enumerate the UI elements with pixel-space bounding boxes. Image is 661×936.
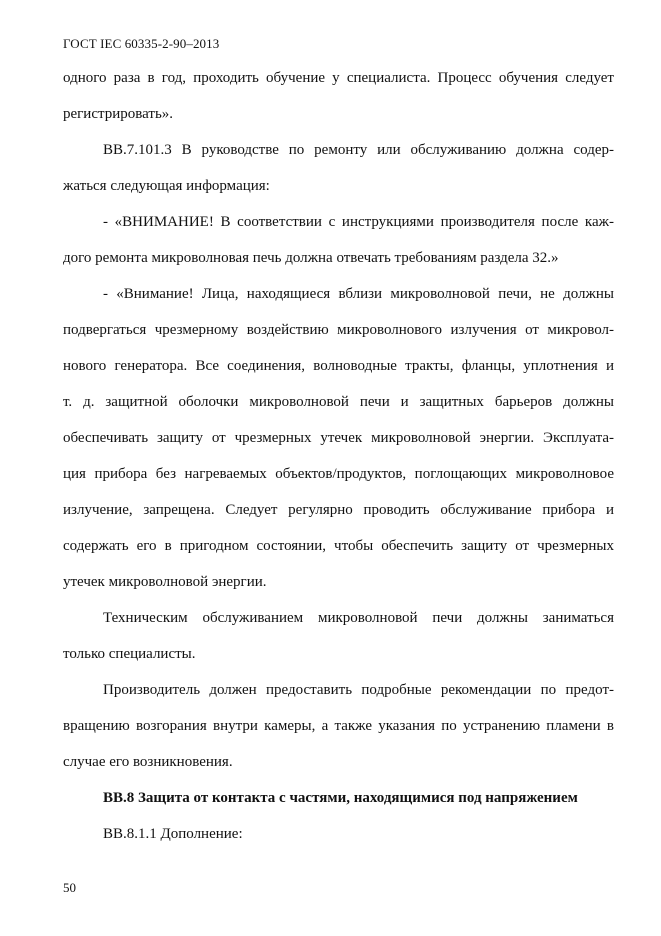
text-line: обеспечивать защиту от чрезмерных утечек микроволновой энергии. Эксплуата- — [63, 430, 614, 446]
text-line: содержать его в пригодном состоянии, чтобы обеспечить защиту от чрезмерных — [63, 538, 614, 554]
text-line: одного раза в год, проходить обучение у специалиста. Процесс обучения следует — [63, 70, 614, 86]
text-line: подвергаться чрезмерному воздействию микроволнового излучения от микровол- — [63, 322, 614, 338]
text-line: утечек микроволновой энергии. — [63, 574, 267, 590]
text-line: вращению возгорания внутри камеры, а также указания по устранению пламени в — [63, 718, 614, 734]
text-line: случае его возникновения. — [63, 754, 233, 770]
text-line: регистрировать». — [63, 106, 174, 122]
section-heading: ВВ.8 Защита от контакта с частями, находящимися под напряжением — [103, 790, 578, 806]
text-line: нового генератора. Все соединения, волноводные тракты, фланцы, уплотнения и — [63, 358, 614, 374]
text-line: - «ВНИМАНИЕ! В соответствии с инструкциями производителя после каж- — [103, 214, 614, 230]
text-line: дого ремонта микроволновая печь должна отвечать требованиям раздела 32.» — [63, 250, 559, 266]
text-line: только специалисты. — [63, 646, 196, 662]
text-line: ВВ.8.1.1 Дополнение: — [103, 826, 243, 842]
text-line: ция прибора без нагреваемых объектов/продуктов, поглощающих микроволновое — [63, 466, 614, 482]
text-line: жаться следующая информация: — [63, 178, 270, 194]
document-body — [63, 60, 614, 852]
text-line: - «Внимание! Лица, находящиеся вблизи микроволновой печи, не должны — [103, 286, 614, 302]
text-line: излучение, запрещена. Следует регулярно проводить обслуживание прибора и — [63, 502, 614, 518]
document-header: ГОСТ IEC 60335-2-90–2013 — [63, 36, 220, 51]
text-line: Техническим обслуживанием микроволновой печи должны заниматься — [103, 610, 614, 626]
page-number: 50 — [63, 880, 76, 895]
text-line: Производитель должен предоставить подробные рекомендации по предот- — [103, 682, 614, 698]
text-line: т. д. защитной оболочки микроволновой печи и защитных барьеров должны — [63, 394, 614, 410]
text-line: ВВ.7.101.3 В руководстве по ремонту или обслуживанию должна содер- — [103, 142, 614, 158]
